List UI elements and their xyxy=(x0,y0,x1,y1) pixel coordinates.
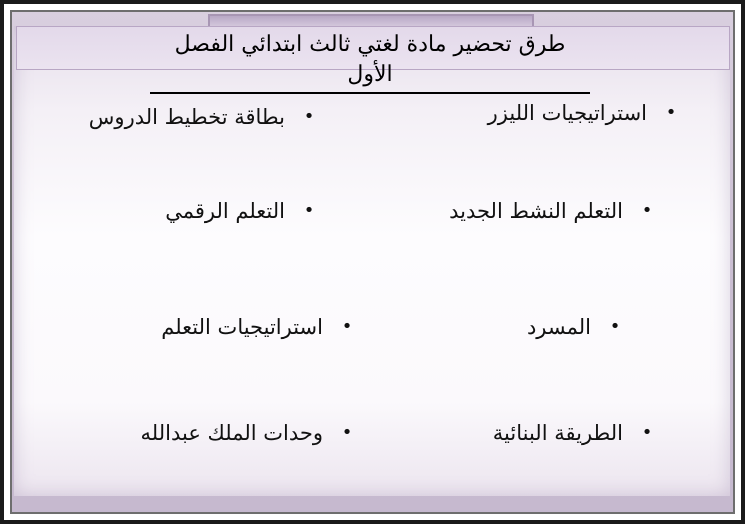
list-item-label: بطاقة تخطيط الدروس xyxy=(88,105,285,129)
list-item-label: الطريقة البنائية xyxy=(492,421,623,445)
bullet-icon: • xyxy=(341,316,353,337)
bullet-icon: • xyxy=(641,200,653,221)
slide-title: طرق تحضير مادة لغتي ثالث ابتدائي الفصل الأول xyxy=(150,30,590,94)
list-item-left-2 xyxy=(165,196,315,226)
list-item-left-4 xyxy=(141,418,353,448)
bullet-icon: • xyxy=(609,316,621,337)
list-item-right-3 xyxy=(527,312,621,342)
list-item-left-3 xyxy=(161,312,353,342)
bullet-icon: • xyxy=(341,422,353,443)
list-item-label: استراتيجيات التعلم xyxy=(161,315,323,339)
bullet-icon: • xyxy=(641,422,653,443)
list-item-label: استراتيجيات الليزر xyxy=(487,101,647,125)
bullet-icon: • xyxy=(303,200,315,221)
bullet-icon: • xyxy=(303,106,315,127)
list-item-label: المسرد xyxy=(526,315,591,339)
list-item-label: التعلم الرقمي xyxy=(165,199,285,223)
list-item-right-1 xyxy=(488,98,677,128)
list-item-left-1 xyxy=(89,102,315,132)
list-item-label: التعلم النشط الجديد xyxy=(449,199,623,223)
list-item-label: وحدات الملك عبدالله xyxy=(140,421,323,445)
list-item-right-4 xyxy=(493,418,653,448)
bullet-icon: • xyxy=(665,102,677,123)
list-item-right-2 xyxy=(449,196,653,226)
